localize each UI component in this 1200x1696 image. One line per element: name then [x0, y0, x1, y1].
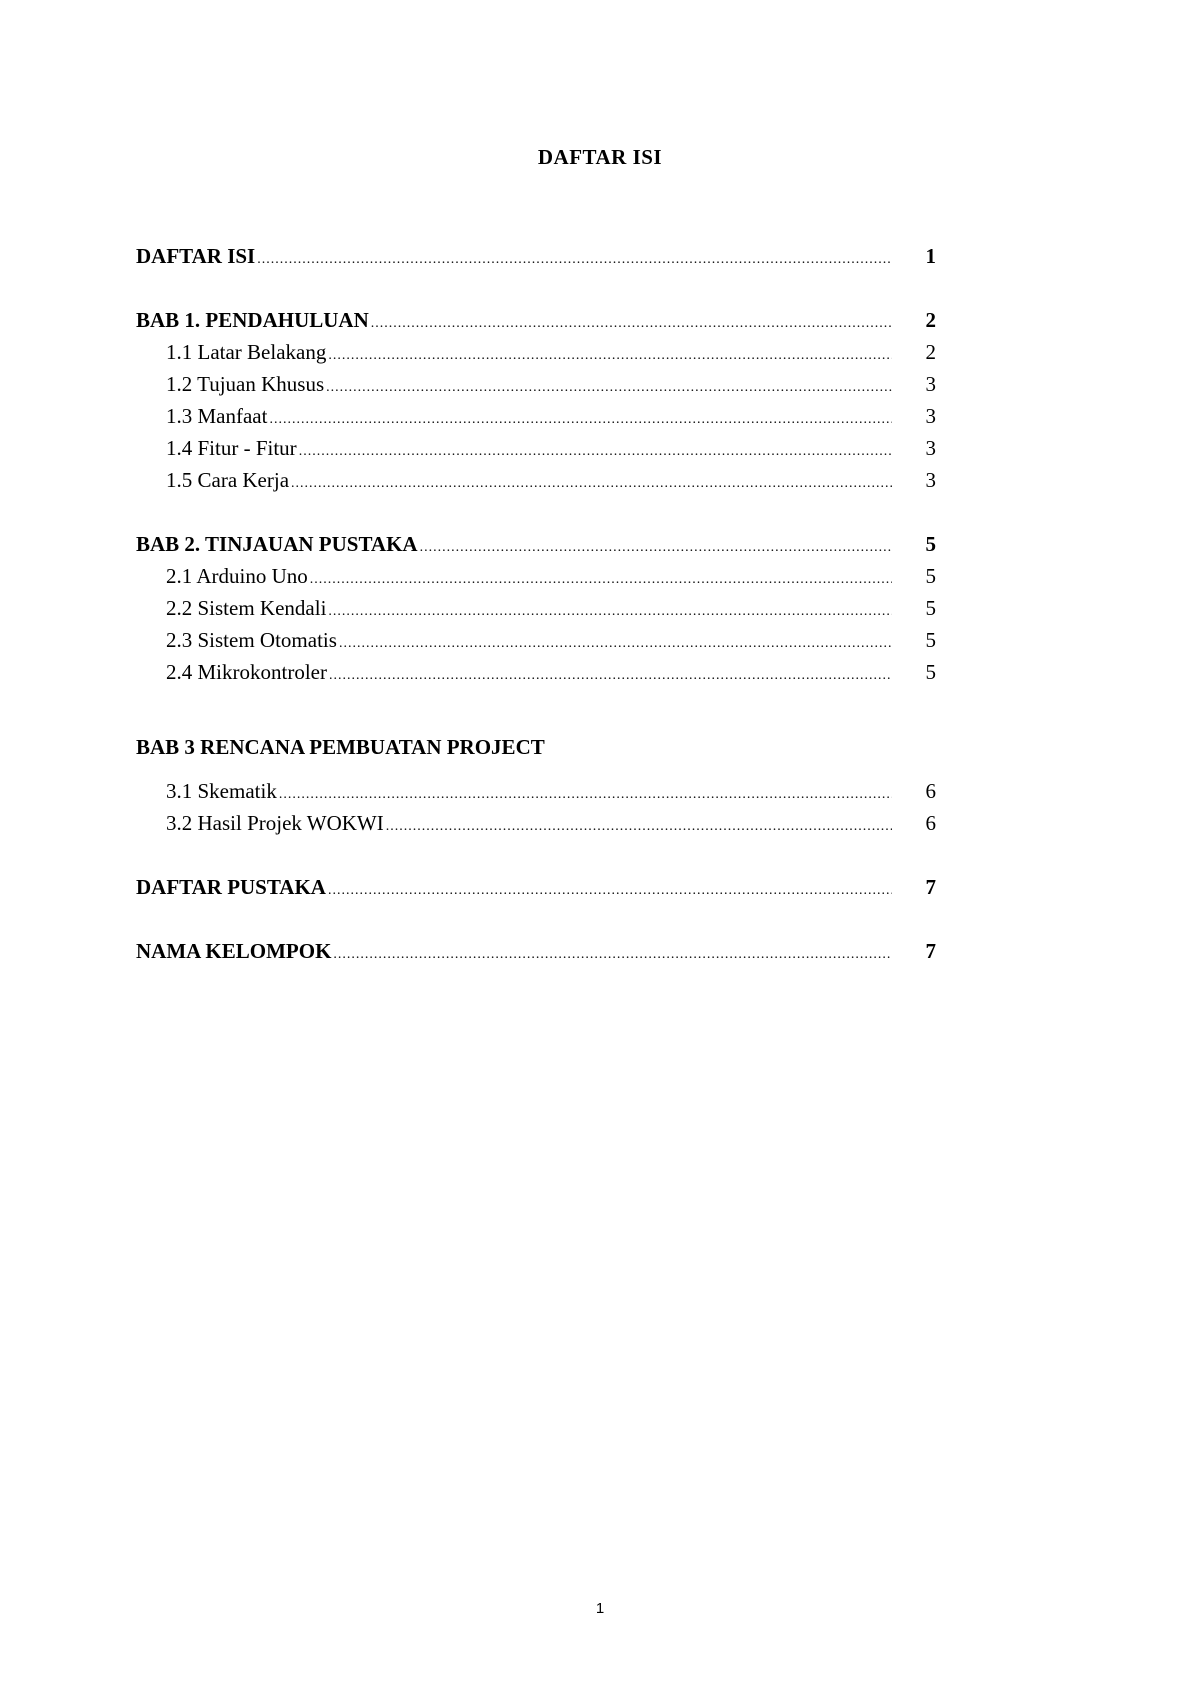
- toc-entry-2-1[interactable]: [136, 562, 936, 590]
- toc-dot-leader: [291, 470, 892, 498]
- toc-entry-label: DAFTAR ISI: [136, 244, 256, 268]
- toc-entry-page: 5: [925, 596, 936, 620]
- toc-entry-label: 1.3 Manfaat: [166, 404, 268, 428]
- toc-entry-bab-3[interactable]: [136, 733, 936, 761]
- toc-entry-page: 2: [925, 308, 936, 332]
- toc-dot-leader: [326, 374, 892, 402]
- toc-entry-3-2[interactable]: [136, 809, 936, 837]
- toc-entry-label: 2.2 Sistem Kendali: [166, 596, 327, 620]
- toc-entry-label: 3.1 Skematik: [166, 779, 277, 803]
- toc-entry-page: 1: [925, 244, 936, 268]
- toc-entry-page: 6: [925, 811, 936, 835]
- toc-dot-leader: [328, 598, 892, 626]
- toc-entry-bab-1[interactable]: [136, 306, 936, 334]
- toc-dot-leader: [269, 406, 892, 434]
- toc-entry-page: 6: [925, 779, 936, 803]
- toc-entry-label: 3.2 Hasil Projek WOKWI: [166, 811, 384, 835]
- toc-dot-leader: [386, 813, 892, 841]
- toc-entry-page: 5: [925, 532, 936, 556]
- toc-entry-label: 2.1 Arduino Uno: [166, 564, 308, 588]
- toc-entry-page: 3: [925, 436, 936, 460]
- toc-entry-label: 1.5 Cara Kerja: [166, 468, 290, 492]
- toc-entry-1-3[interactable]: [136, 402, 936, 430]
- toc-entry-label: BAB 2. TINJAUAN PUSTAKA: [136, 532, 418, 556]
- toc-dot-leader: [257, 246, 892, 274]
- toc-entry-daftar-isi[interactable]: [136, 242, 936, 270]
- toc-dot-leader: [420, 534, 892, 562]
- toc-dot-leader: [371, 310, 892, 338]
- toc-entry-label: BAB 3 RENCANA PEMBUATAN PROJECT: [136, 735, 545, 759]
- toc-entry-label: 1.1 Latar Belakang: [166, 340, 327, 364]
- toc-entry-1-2[interactable]: [136, 370, 936, 398]
- toc-entry-page: 3: [925, 468, 936, 492]
- toc-entry-daftar-pustaka[interactable]: [136, 873, 936, 901]
- toc-entry-label: NAMA KELOMPOK: [136, 939, 332, 963]
- toc-entry-2-2[interactable]: [136, 594, 936, 622]
- toc-dot-leader: [299, 438, 892, 466]
- toc-entry-label: 1.2 Tujuan Khusus: [166, 372, 325, 396]
- toc-entry-page: 7: [925, 875, 936, 899]
- toc-entry-label: 1.4 Fitur - Fitur: [166, 436, 297, 460]
- toc-entry-label: DAFTAR PUSTAKA: [136, 875, 326, 899]
- toc-entry-page: 5: [925, 660, 936, 684]
- toc-dot-leader: [310, 566, 892, 594]
- toc-dot-leader: [333, 941, 892, 969]
- toc-entry-page: 5: [925, 628, 936, 652]
- toc-entry-label: BAB 1. PENDAHULUAN: [136, 308, 369, 332]
- toc-entry-1-5[interactable]: [136, 466, 936, 494]
- toc-dot-leader: [328, 342, 892, 370]
- toc-dot-leader: [339, 630, 892, 658]
- page-title: DAFTAR ISI: [537, 145, 663, 169]
- toc-entry-label: 2.4 Mikrokontroler: [166, 660, 327, 684]
- toc-entry-page: 3: [925, 372, 936, 396]
- toc-entry-page: 2: [925, 340, 936, 364]
- toc-entry-nama-kelompok[interactable]: [136, 937, 936, 965]
- toc-entry-2-3[interactable]: [136, 626, 936, 654]
- toc-entry-1-4[interactable]: [136, 434, 936, 462]
- footer-page-number: 1: [595, 1600, 605, 1617]
- toc-dot-leader: [328, 877, 892, 905]
- toc-dot-leader: [279, 781, 892, 809]
- toc-entry-1-1[interactable]: [136, 338, 936, 366]
- toc-entry-label: 2.3 Sistem Otomatis: [166, 628, 337, 652]
- toc-entry-3-1[interactable]: [136, 777, 936, 805]
- toc-entry-bab-2[interactable]: [136, 530, 936, 558]
- toc-entry-2-4[interactable]: [136, 658, 936, 686]
- toc-dot-leader: [329, 662, 892, 690]
- toc-entry-page: 3: [925, 404, 936, 428]
- toc-entry-page: 5: [925, 564, 936, 588]
- toc-entry-page: 7: [925, 939, 936, 963]
